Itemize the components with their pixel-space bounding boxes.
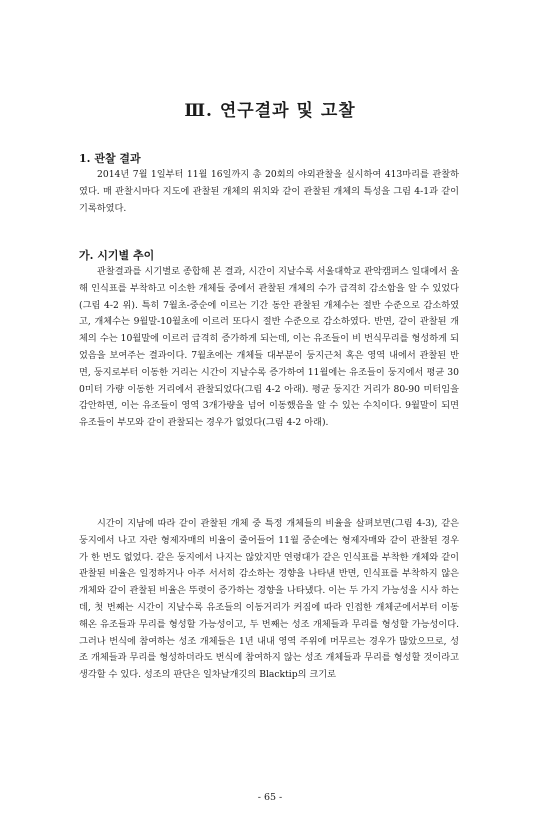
section-heading-observation-results: 1. 관찰 결과: [79, 152, 141, 165]
chapter-title: Ⅲ. 연구결과 및 고찰: [184, 101, 356, 121]
seasonal-trend-paragraph-1: 관찰결과를 시기별로 종합해 본 결과, 시간이 지날수록 서울대학교 관악캠퍼스 일대에서 올해 인식표를 부착하고 이소한 개체들 중에서 관찰된 개체의 수가 급격히 감소함을 알 수 있었다(그림 4-2 위). 특히 7월초-중순에 이르는 기간 동안 관찰된 개체수는 절반 수준으로 감소하였고, 개체수는 9월말-10월초에 이르러 또다시 절반 수준으로 감소하였다. 반면, 같이 관찰된 개체의 수는 10월말에 이르러 급격히 증가하게 되는데, 이는 유조들이 비 번식무리를 형성하게 되었음을 보여주는 결과이다. 7월초에는 개체들 대부분이 둥지근처 혹은 영역 내에서 관찰된 반면, 둥지로부터 이동한 거리는 시간이 지날수록 증가하여 11월에는 유조들이 둥지에서 평균 300미터 가량 이동한 거리에서 관찰되었다(그림 4-2 아래). 평균 둥지간 거리가 80-90 미터임을 감안하면, 이는 유조들이 영역 3개가량을 넘어 이동했음을 알 수 있는 수치이다. 9월말이 되면 유조들이 부모와 같이 관찰되는 경우가 없었다(그림 4-2 아래).: [79, 266, 459, 429]
page-number: - 65 -: [257, 792, 283, 803]
seasonal-trend-paragraph-2: 시간이 지남에 따라 같이 관찰된 개체 중 특정 개체들의 비율을 살펴보면(그림 4-3), 같은 둥지에서 나고 자란 형제자매의 비율이 줄어들어 11월 중순에는 형제자매와 같이 관찰된 경우가 한 번도 없었다. 같은 둥지에서 나지는 않았지만 연령대가 같은 인식표를 부착한 개체와 같이 관찰된 비율은 일정하거나 아주 서서히 감소하는 경향을 나타낸 반면, 인식표를 부착하지 않은 개체와 같이 관찰된 비율은 뚜렷이 증가하는 경향을 나타냈다. 이는 두 가지 가능성을 시사 하는데, 첫 번째는 시간이 지날수록 유조들의 이동거리가 커짐에 따라 인접한 개체군에서부터 이동해온 유조들과 무리를 형성할 가능성이고, 두 번째는 성조 개체들과 무리를 형성할 가능성이다. 그러나 번식에 참여하는 성조 개체들은 1년 내내 영역 주위에 머무르는 경우가 많았으므로, 성조 개체들과 무리를 형성하더라도 번식에 참여하지 않는 성조 개체들과 무리를 형성할 것이라고 생각할 수 있다. 성조의 판단은 일차날개깃의 Blacktip의 크기로: [79, 518, 459, 681]
observation-results-paragraph: 2014년 7월 1일부터 11월 16일까지 총 20회의 야외관찰을 실시하여 413마리를 관찰하였다. 매 관찰시마다 지도에 관찰된 개체의 위치와 같이 관찰된 개체의 특성을 그림 4-1과 같이 기록하였다.: [79, 169, 459, 214]
section-heading-seasonal-trend: 가. 시기별 추이: [79, 249, 155, 262]
